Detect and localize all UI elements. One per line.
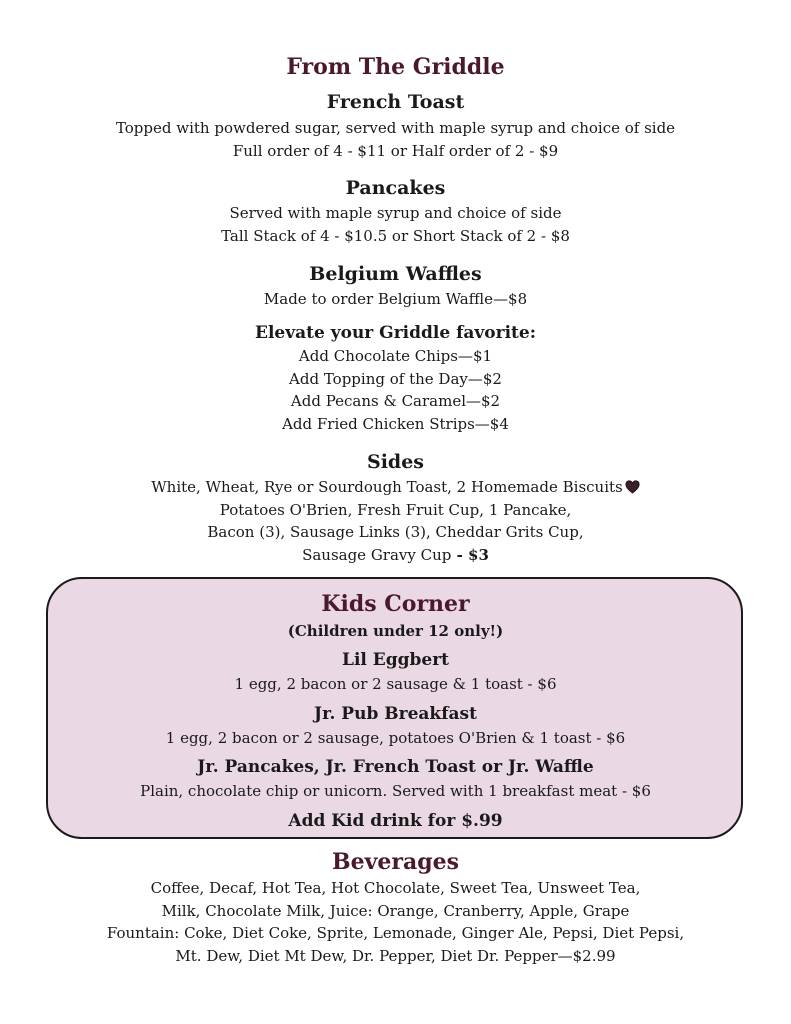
kids-drink: Add Kid drink for $.99 <box>288 811 503 831</box>
sides-line <box>0 476 791 499</box>
beverages-line: Coffee, Decaf, Hot Tea, Hot Chocolate, Sweet Tea, Unsweet Tea, <box>150 879 641 897</box>
kids-subtitle: (Children under 12 only!) <box>287 622 504 640</box>
elevate-item: Add Topping of the Day—$2 <box>289 370 502 388</box>
elevate-item: Add Pecans & Caramel—$2 <box>290 392 501 410</box>
item-desc-french-toast: Topped with powdered sugar, served with maple syrup and choice of side <box>115 119 676 137</box>
item-desc-pancakes: Served with maple syrup and choice of side <box>229 204 562 222</box>
kids-item-name: Jr. Pub Breakfast <box>314 704 477 724</box>
kids-item-name: Jr. Pancakes, Jr. French Toast or Jr. Waffle <box>197 757 594 777</box>
kids-item-desc: 1 egg, 2 bacon or 2 sausage, potatoes O'Brien & 1 toast - $6 <box>165 729 626 747</box>
kids-item-desc: Plain, chocolate chip or unicorn. Served with 1 breakfast meat - $6 <box>140 782 651 800</box>
beverages-line: Milk, Chocolate Milk, Juice: Orange, Cranberry, Apple, Grape <box>161 902 630 920</box>
item-price-pancakes: Tall Stack of 4 - $10.5 or Short Stack of 2 - $8 <box>221 227 570 245</box>
item-name-waffles: Belgium Waffles <box>309 263 482 285</box>
beverages-line: Fountain: Coke, Diet Coke, Sprite, Lemonade, Ginger Ale, Pepsi, Diet Pepsi, <box>106 924 685 942</box>
sides-price: - $3 <box>451 546 489 564</box>
item-price-french-toast: Full order of 4 - $11 or Half order of 2 - $9 <box>232 142 559 160</box>
section-title-griddle: From The Griddle <box>286 54 505 80</box>
sides-line: Potatoes O'Brien, Fresh Fruit Cup, 1 Pancake, <box>219 501 572 519</box>
item-name-pancakes: Pancakes <box>345 177 446 199</box>
kids-item-desc: 1 egg, 2 bacon or 2 sausage & 1 toast - $6 <box>234 675 557 693</box>
sides-line-text: Sausage Gravy Cup <box>302 546 452 564</box>
sides-line <box>0 544 791 567</box>
kids-item-name: Lil Eggbert <box>341 650 450 670</box>
sides-line-text: White, Wheat, Rye or Sourdough Toast, 2 Homemade Biscuits <box>151 478 623 496</box>
item-name-french-toast: French Toast <box>326 91 465 113</box>
item-desc-waffles: Made to order Belgium Waffle—$8 <box>263 290 528 308</box>
elevate-item: Add Fried Chicken Strips—$4 <box>282 415 509 433</box>
beverages-line: Mt. Dew, Diet Mt Dew, Dr. Pepper, Diet Dr. Pepper—$2.99 <box>175 947 616 965</box>
elevate-heading: Elevate your Griddle favorite: <box>255 323 536 343</box>
section-title-sides: Sides <box>366 451 424 473</box>
elevate-item: Add Chocolate Chips—$1 <box>298 347 493 365</box>
sides-line: Bacon (3), Sausage Links (3), Cheddar Grits Cup, <box>207 523 584 541</box>
heart-icon <box>625 478 640 492</box>
section-title-beverages: Beverages <box>332 849 459 875</box>
section-title-kids: Kids Corner <box>321 591 470 617</box>
